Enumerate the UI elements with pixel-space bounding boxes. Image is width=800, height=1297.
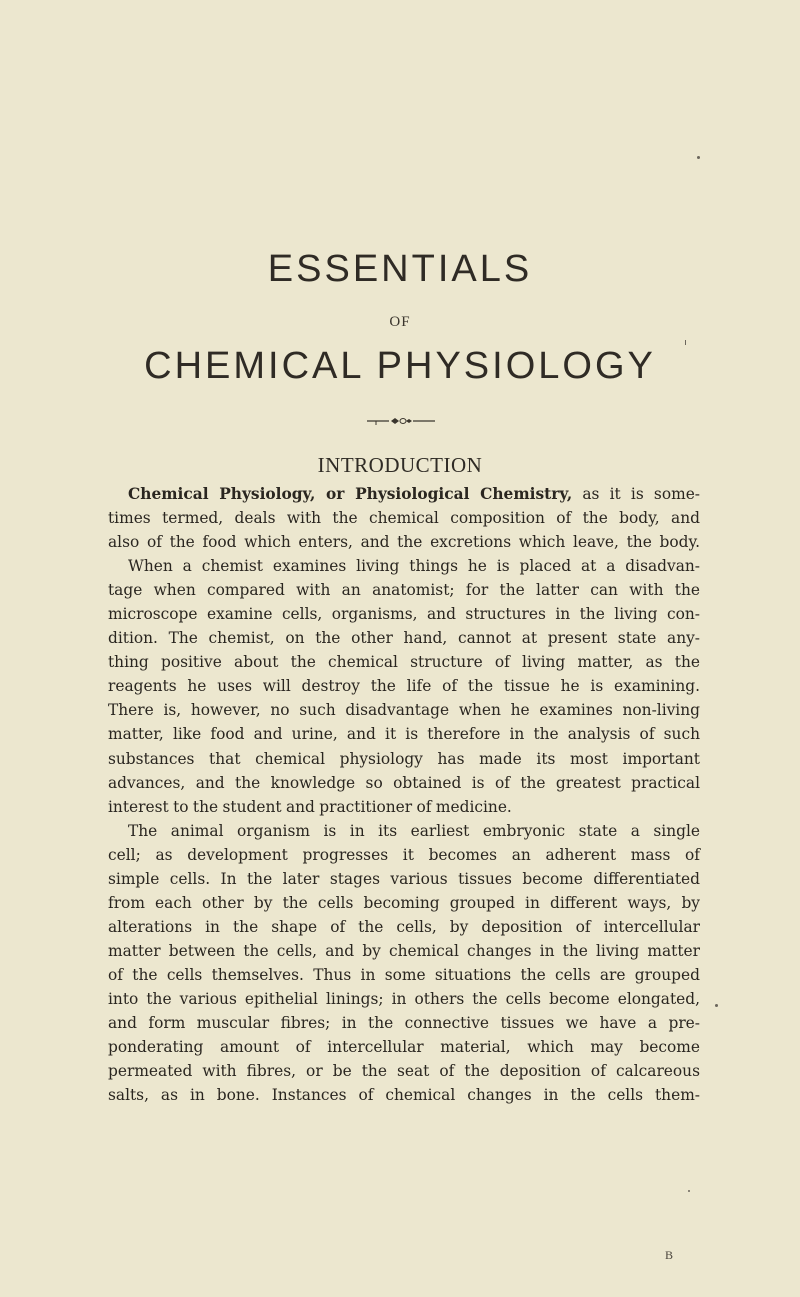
paragraph-2-line: matter between the cells, and by chemical changes in the living matter xyxy=(108,941,700,960)
paragraph-2-line: from each other by the cells becoming grouped in different ways, by xyxy=(108,893,700,912)
paragraph-2-line: ponderating amount of intercellular material, which may become xyxy=(108,1038,700,1057)
paragraph-2-line: into the various epithelial linings; in others the cells become elongated, xyxy=(108,989,700,1008)
paragraph-1-line: matter, like food and urine, and it is therefore in the analysis of such xyxy=(108,725,700,744)
paragraph-2-line: salts, as in bone. Instances of chemical changes in the cells them- xyxy=(108,1086,700,1105)
paragraph-1-line: Chemical Physiology, or Physiological Chemistry, as it is some- xyxy=(128,485,700,503)
paragraph-2-line: of the cells themselves. Thus in some situations the cells are grouped xyxy=(108,965,700,984)
paragraph-1-line: reagents he uses will destroy the life of the tissue he is examining. xyxy=(108,677,700,696)
paragraph-1-line: tage when compared with an anatomist; for the latter can with the xyxy=(108,581,700,600)
dash-diamond-ornament-icon xyxy=(367,416,435,426)
paper-speck xyxy=(715,1004,718,1007)
paper-speck xyxy=(685,340,686,345)
signature-mark: B xyxy=(665,1248,674,1262)
book-title: ESSENTIALS xyxy=(267,248,533,290)
paragraph-1-line: substances that chemical physiology has made its most important xyxy=(108,749,700,768)
paragraph-2-line: The animal organism is in its earliest embryonic state a single xyxy=(128,821,700,840)
paragraph-1-line: interest to the student and practitioner of medicine. xyxy=(108,797,512,816)
paragraph-1-line: When a chemist examines living things he is placed at a disadvan- xyxy=(128,557,700,576)
lead-phrase: Chemical Physiology, or Physiological Chemistry, xyxy=(128,485,573,503)
paragraph-2-line: and form muscular fibres; in the connective tissues we have a pre- xyxy=(108,1014,700,1033)
paragraph-1-line: times termed, deals with the chemical composition of the body, and xyxy=(108,509,700,528)
paper-speck xyxy=(688,1190,690,1192)
section-heading: INTRODUCTION xyxy=(317,453,483,477)
paragraph-1-line: There is, however, no such disadvantage when he examines non-living xyxy=(108,701,700,720)
paragraph-2-line: simple cells. In the later stages various tissues become differentiated xyxy=(108,869,700,888)
paragraph-1-line: dition. The chemist, on the other hand, cannot at present state any- xyxy=(108,629,700,648)
paragraph-2-line: alterations in the shape of the cells, by deposition of intercellular xyxy=(108,917,700,936)
paragraph-1-line: thing positive about the chemical structure of living matter, as the xyxy=(108,653,700,672)
paragraph-2-line: cell; as development progresses it becomes an adherent mass of xyxy=(108,845,700,864)
title-connector: OF xyxy=(389,314,411,330)
paragraph-1-line: advances, and the knowledge so obtained is of the greatest practical xyxy=(108,773,700,792)
book-subtitle: CHEMICAL PHYSIOLOGY xyxy=(144,345,656,387)
paragraph-1-line: microscope examine cells, organisms, and structures in the living con- xyxy=(108,605,700,624)
paragraph-2-line: permeated with fibres, or be the seat of the deposition of calcareous xyxy=(108,1062,700,1081)
paragraph-1-line: also of the food which enters, and the excretions which leave, the body. xyxy=(108,533,700,552)
paper-speck xyxy=(697,156,700,159)
body-text xyxy=(108,482,700,1107)
